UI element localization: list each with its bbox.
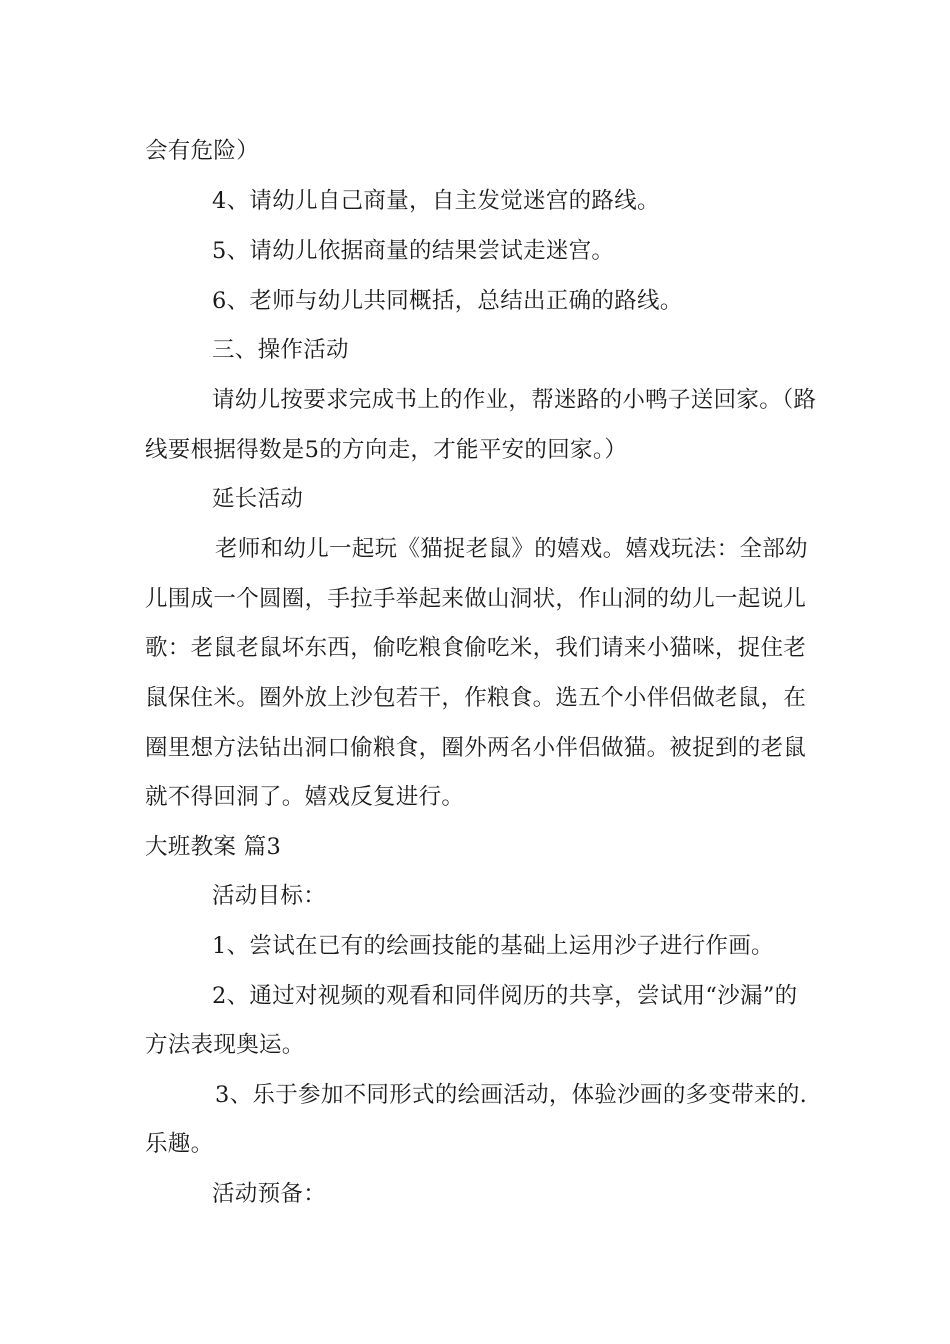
section-heading: 活动目标： — [212, 883, 327, 909]
section-heading: 延长活动 — [212, 486, 304, 512]
text-line: 乐趣。 — [145, 1131, 214, 1157]
text-line: 1、尝试在已有的绘画技能的基础上运用沙子进行作画。 — [212, 933, 774, 959]
text-line: 圈里想方法钻出洞口偷粮食，圈外两名小伴侣做猫。被捉到的老鼠 — [145, 735, 807, 761]
text-line: 6、老师与幼儿共同概括，总结出正确的路线。 — [212, 288, 683, 314]
section-heading: 活动预备： — [212, 1181, 327, 1207]
section-heading: 三、操作活动 — [212, 337, 349, 363]
text-line: 老师和幼儿一起玩《猫捉老鼠》的嬉戏。嬉戏玩法：全部幼 — [215, 536, 808, 562]
text-line: 歌：老鼠老鼠坏东西，偷吃粮食偷吃米，我们请来小猫咪，捉住老 — [145, 635, 807, 661]
text-line: 儿围成一个圆圈，手拉手举起来做山洞状，作山洞的幼儿一起说儿 — [145, 586, 807, 612]
text-line: 就不得回洞了。嬉戏反复进行。 — [145, 784, 465, 810]
text-line: 线要根据得数是5的方向走，才能平安的回家。） — [145, 437, 628, 463]
chapter-title: 大班教案 篇3 — [145, 834, 282, 860]
text-line: 4、请幼儿自己商量，自主发觉迷宫的路线。 — [212, 188, 660, 214]
text-line: 方法表现奥运。 — [145, 1032, 305, 1058]
text-line: 会有危险） — [145, 138, 260, 164]
text-line: 5、请幼儿依据商量的结果尝试走迷宫。 — [212, 238, 615, 264]
text-line: 鼠保住米。圈外放上沙包若干，作粮食。选五个小伴侣做老鼠，在 — [145, 685, 807, 711]
text-line: 请幼儿按要求完成书上的作业，帮迷路的小鸭子送回家。（路 — [212, 387, 817, 413]
text-line: 3、乐于参加不同形式的绘画活动，体验沙画的多变带来的. — [215, 1082, 808, 1108]
text-line: 2、通过对视频的观看和同伴阅历的共享，尝试用“沙漏”的 — [212, 983, 798, 1009]
